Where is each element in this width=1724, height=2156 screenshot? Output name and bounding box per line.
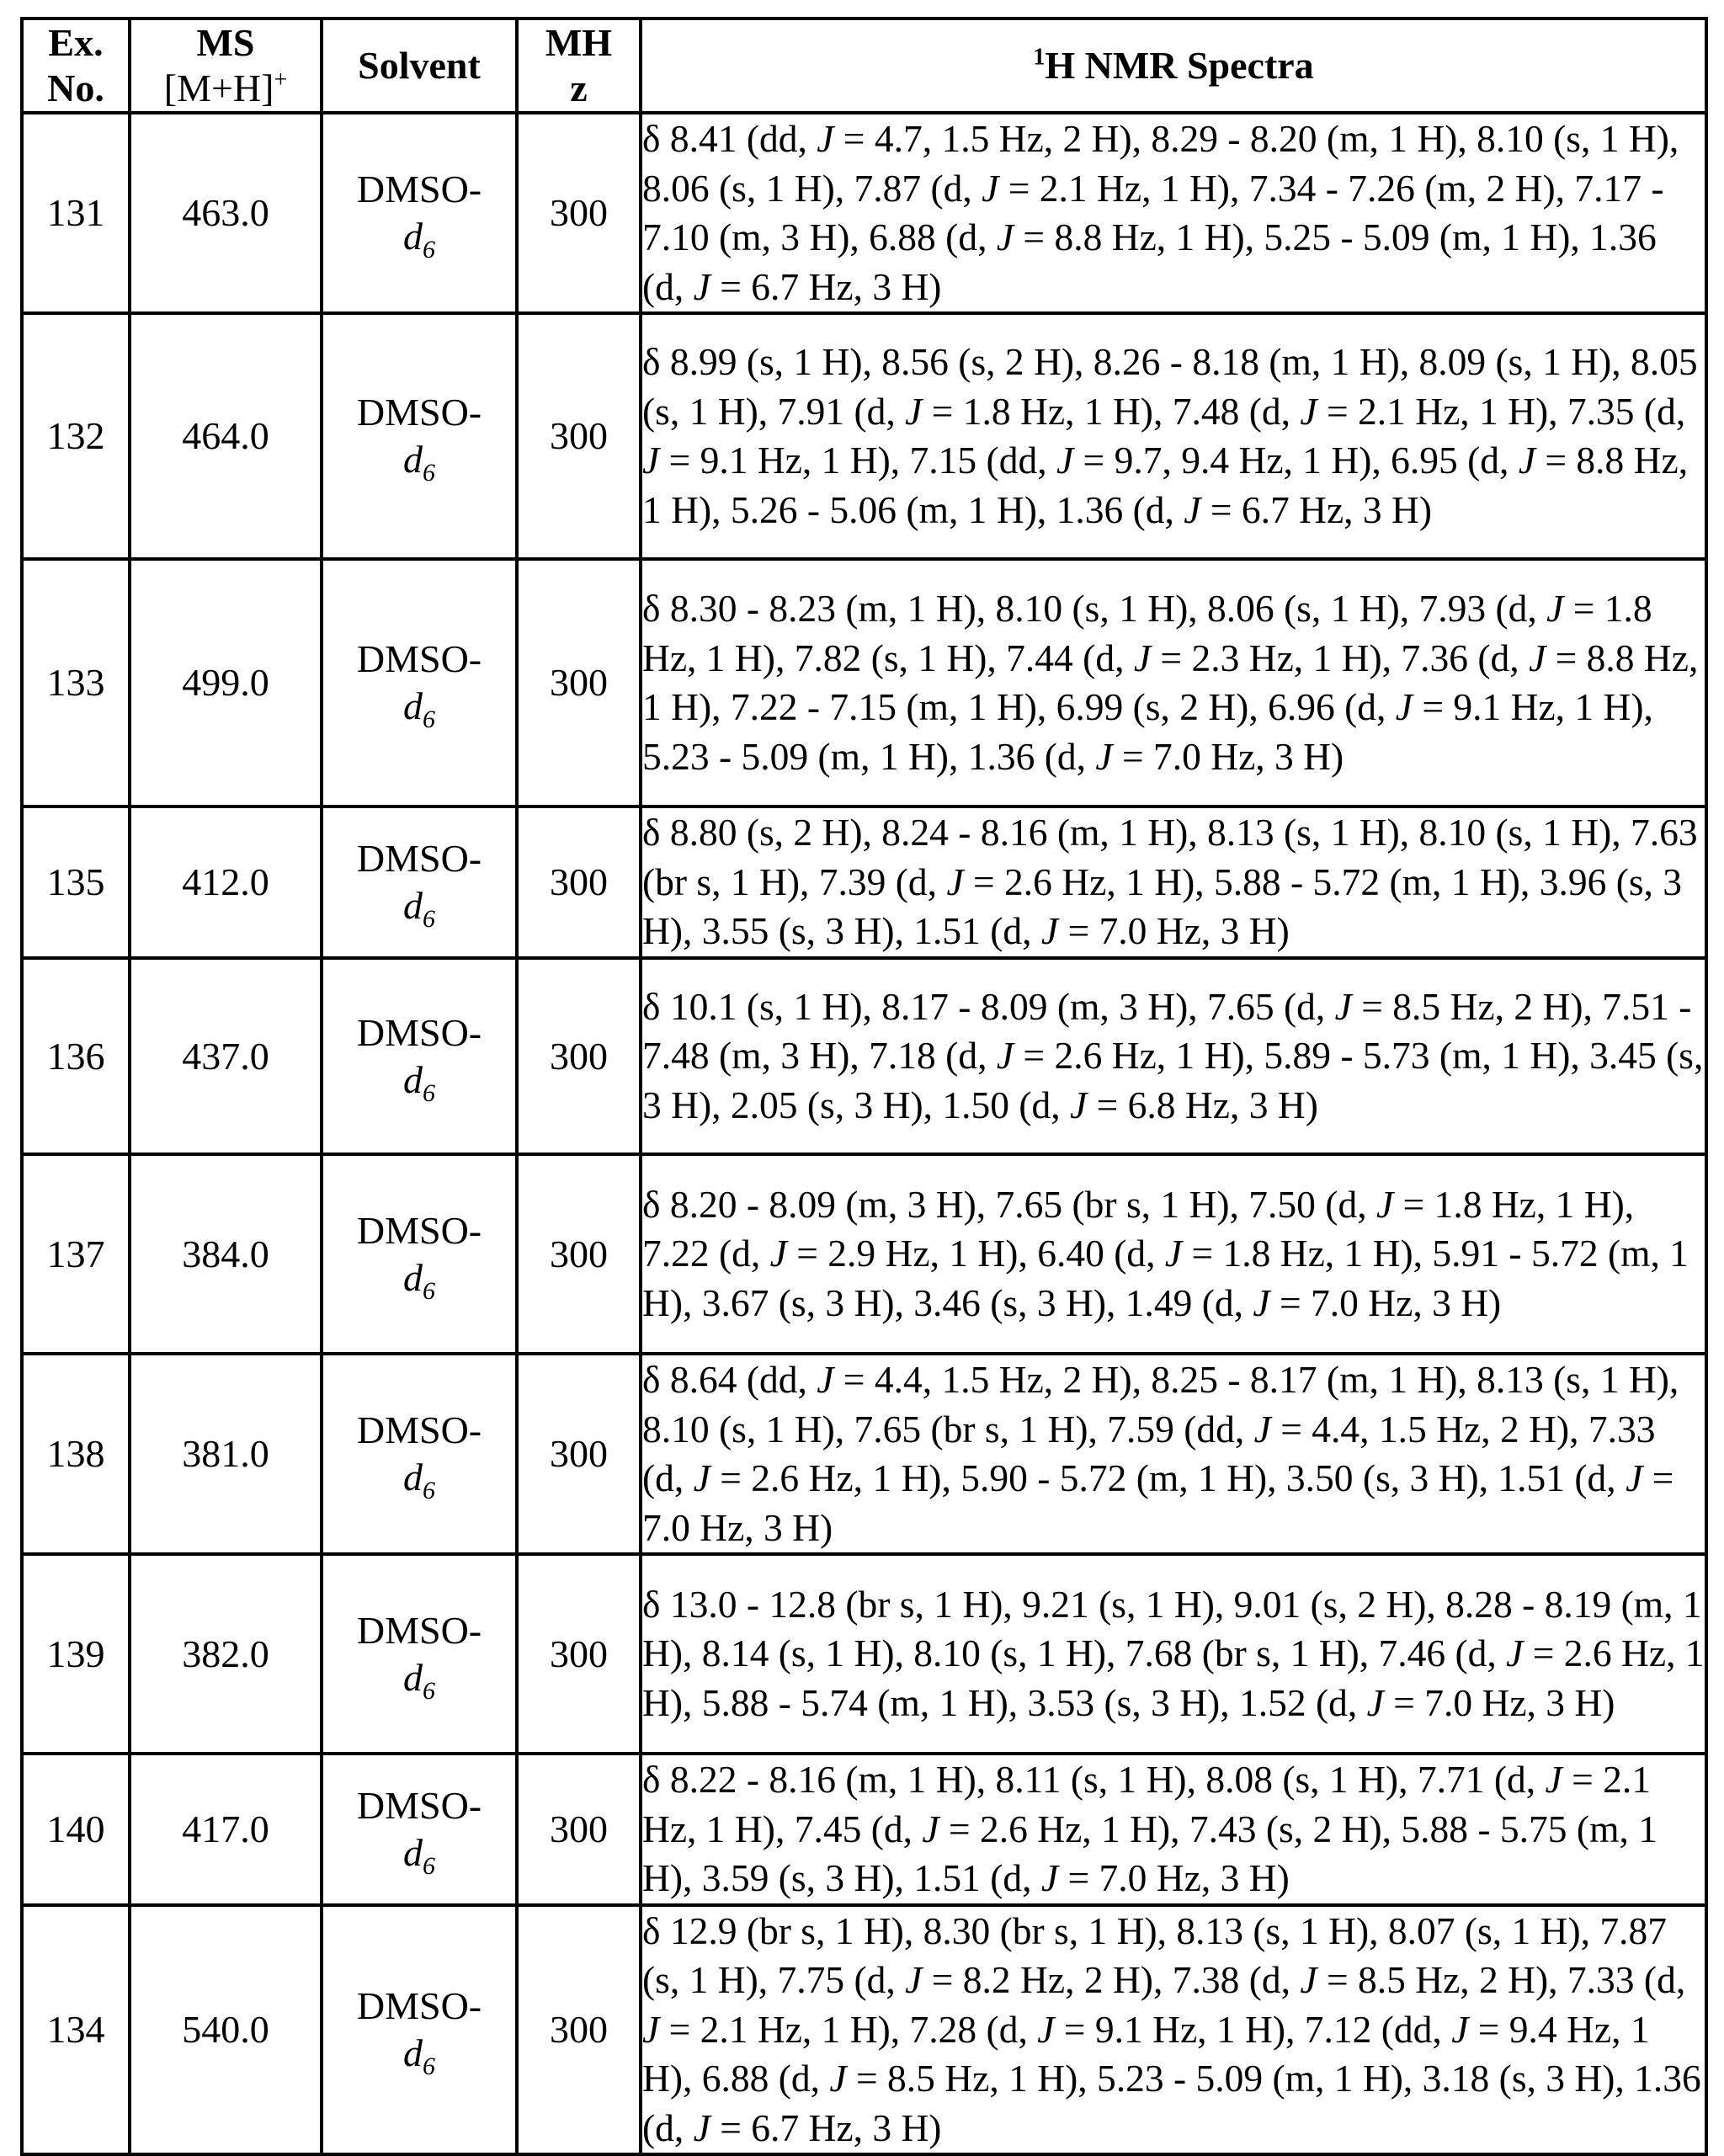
cell-mhz: 300 [517,958,641,1154]
cell-ms: 384.0 [130,1154,322,1354]
cell-ex-no: 134 [22,1905,130,2155]
header-ex-no-line1: Ex. [48,21,104,64]
cell-ms: 381.0 [130,1354,322,1554]
cell-ms: 412.0 [130,807,322,958]
cell-nmr-spectra: δ 8.22 - 8.16 (m, 1 H), 8.11 (s, 1 H), 8.08 (s, 1 H), 7.71 (d, J = 2.1 Hz, 1 H), 7.45 (d, J = 2.6 Hz, 1 H), 7.43 (s, 2 H), 5.88 - 5.75 (m, 1 H), 3.59 (s, 3 H), 1.51 (d, J = 7.0 Hz, 3 H) [641,1754,1706,1905]
cell-mhz: 300 [517,1905,641,2155]
cell-mhz: 300 [517,807,641,958]
table-row [22,958,1706,1154]
solvent-deuterated: $d_6$ [403,1255,435,1305]
cell-nmr-spectra: δ 8.30 - 8.23 (m, 1 H), 8.10 (s, 1 H), 8.06 (s, 1 H), 7.93 (d, J = 1.8 Hz, 1 H), 7.82 (s, 1 H), 7.44 (d, J = 2.3 Hz, 1 H), 7.36 (d, J = 8.8 Hz, 1 H), 7.22 - 7.15 (m, 1 H), 6.99 (s, 2 H), 6.96 (d, J = 9.1 Hz, 1 H), 5.23 - 5.09 (m, 1 H), 1.36 (d, J = 7.0 Hz, 3 H) [641,559,1706,807]
cell-ms: 464.0 [130,313,322,559]
cell-solvent [322,1754,517,1905]
cell-ex-no: 136 [22,958,130,1154]
solvent-deuterated: $d_6$ [403,1456,435,1505]
cell-solvent [322,1554,517,1754]
cell-ex-no: 139 [22,1554,130,1754]
solvent-deuterated: $d_6$ [403,438,435,487]
header-ms-line2: [M+H] [163,67,274,109]
table-row [22,1154,1706,1354]
cell-solvent [322,807,517,958]
header-nmr-label: H NMR Spectra [1045,44,1314,87]
cell-ex-no: 133 [22,559,130,807]
header-ex-no-line2: No. [47,67,104,109]
header-ms-line1: MS [196,21,255,64]
cell-mhz: 300 [517,559,641,807]
header-ms [130,19,322,113]
solvent-deuterated: $d_6$ [403,1655,435,1705]
solvent-deuterated: $d_6$ [403,1830,435,1880]
cell-ex-no: 135 [22,807,130,958]
cell-ms: 437.0 [130,958,322,1154]
header-row [22,19,1706,113]
cell-mhz: 300 [517,1154,641,1354]
solvent-name: DMSO- [356,1983,482,2027]
solvent-name: DMSO- [356,637,482,680]
cell-solvent [322,1905,517,2155]
solvent-deuterated: $d_6$ [403,2031,435,2080]
solvent-deuterated: $d_6$ [403,684,435,734]
cell-mhz: 300 [517,1754,641,1905]
solvent-deuterated: $d_6$ [403,215,435,264]
table-body [22,113,1706,2154]
cell-nmr-spectra: δ 12.9 (br s, 1 H), 8.30 (br s, 1 H), 8.13 (s, 1 H), 8.07 (s, 1 H), 7.87 (s, 1 H), 7.75 (d, J = 8.2 Hz, 2 H), 7.38 (d, J = 8.5 Hz, 2 H), 7.33 (d, J = 2.1 Hz, 1 H), 7.28 (d, J = 9.1 Hz, 1 H), 7.12 (dd, J = 9.4 Hz, 1 H), 6.88 (d, J = 8.5 Hz, 1 H), 5.23 - 5.09 (m, 1 H), 3.18 (s, 3 H), 1.36 (d, J = 6.7 Hz, 3 H) [641,1905,1706,2155]
cell-nmr-spectra: δ 8.80 (s, 2 H), 8.24 - 8.16 (m, 1 H), 8.13 (s, 1 H), 8.10 (s, 1 H), 7.63 (br s, 1 H), 7.39 (d, J = 2.6 Hz, 1 H), 5.88 - 5.72 (m, 1 H), 3.96 (s, 3 H), 3.55 (s, 3 H), 1.51 (d, J = 7.0 Hz, 3 H) [641,807,1706,958]
cell-solvent [322,1354,517,1554]
cell-ex-no: 140 [22,1754,130,1905]
solvent-name: DMSO- [356,1208,482,1252]
solvent-name: DMSO- [356,1783,482,1827]
table-row [22,113,1706,313]
cell-ms: 540.0 [130,1905,322,2155]
cell-ex-no: 138 [22,1354,130,1554]
solvent-name: DMSO- [356,1408,482,1451]
table-row [22,313,1706,559]
table-row [22,1354,1706,1554]
solvent-deuterated: $d_6$ [403,1057,435,1107]
cell-ex-no: 132 [22,313,130,559]
solvent-name: DMSO- [356,1608,482,1652]
cell-nmr-spectra: δ 8.99 (s, 1 H), 8.56 (s, 2 H), 8.26 - 8.18 (m, 1 H), 8.09 (s, 1 H), 8.05 (s, 1 H), 7.91 (d, J = 1.8 Hz, 1 H), 7.48 (d, J = 2.1 Hz, 1 H), 7.35 (d, J = 9.1 Hz, 1 H), 7.15 (dd, J = 9.7, 9.4 Hz, 1 H), 6.95 (d, J = 8.8 Hz, 1 H), 5.26 - 5.06 (m, 1 H), 1.36 (d, J = 6.7 Hz, 3 H) [641,313,1706,559]
cell-ex-no: 131 [22,113,130,313]
cell-solvent [322,559,517,807]
cell-solvent [322,1154,517,1354]
solvent-name: DMSO- [356,168,482,210]
cell-solvent [322,113,517,313]
solvent-name: DMSO- [356,837,482,880]
solvent-name: DMSO- [356,391,482,434]
table-row [22,559,1706,807]
cell-ms: 463.0 [130,113,322,313]
cell-ms: 499.0 [130,559,322,807]
solvent-name: DMSO- [356,1010,482,1054]
cell-ms: 382.0 [130,1554,322,1754]
cell-solvent [322,313,517,559]
cell-ex-no: 137 [22,1154,130,1354]
cell-nmr-spectra: δ 8.20 - 8.09 (m, 3 H), 7.65 (br s, 1 H), 7.50 (d, J = 1.8 Hz, 1 H), 7.22 (d, J = 2.9 Hz, 1 H), 6.40 (d, J = 1.8 Hz, 1 H), 5.91 - 5.72 (m, 1 H), 3.67 (s, 3 H), 3.46 (s, 3 H), 1.49 (d, J = 7.0 Hz, 3 H) [641,1154,1706,1354]
cell-mhz: 300 [517,1354,641,1554]
nmr-data-table [20,17,1708,2156]
table-row [22,1905,1706,2155]
cell-mhz: 300 [517,113,641,313]
table-row [22,1554,1706,1754]
solvent-deuterated: $d_6$ [403,884,435,934]
table-row [22,807,1706,958]
cell-mhz: 300 [517,1554,641,1754]
header-ms-sup: + [274,67,288,93]
header-mhz-line1: MH [545,21,613,64]
table-row [22,1754,1706,1905]
header-nmr-sup: 1 [1033,44,1046,71]
cell-solvent [322,958,517,1154]
header-nmr [641,19,1706,113]
header-mhz [517,19,641,113]
header-ex-no [22,19,130,113]
cell-nmr-spectra: δ 8.64 (dd, J = 4.4, 1.5 Hz, 2 H), 8.25 - 8.17 (m, 1 H), 8.13 (s, 1 H), 8.10 (s, 1 H), 7.65 (br s, 1 H), 7.59 (dd, J = 4.4, 1.5 Hz, 2 H), 7.33 (d, J = 2.6 Hz, 1 H), 5.90 - 5.72 (m, 1 H), 3.50 (s, 3 H), 1.51 (d, J = 7.0 Hz, 3 H) [641,1354,1706,1554]
header-solvent: Solvent [322,19,517,113]
cell-nmr-spectra: δ 13.0 - 12.8 (br s, 1 H), 9.21 (s, 1 H), 9.01 (s, 2 H), 8.28 - 8.19 (m, 1 H), 8.14 (s, 1 H), 8.10 (s, 1 H), 7.68 (br s, 1 H), 7.46 (d, J = 2.6 Hz, 1 H), 5.88 - 5.74 (m, 1 H), 3.53 (s, 3 H), 1.52 (d, J = 7.0 Hz, 3 H) [641,1554,1706,1754]
cell-mhz: 300 [517,313,641,559]
cell-ms: 417.0 [130,1754,322,1905]
cell-nmr-spectra: δ 8.41 (dd, J = 4.7, 1.5 Hz, 2 H), 8.29 - 8.20 (m, 1 H), 8.10 (s, 1 H), 8.06 (s, 1 H), 7.87 (d, J = 2.1 Hz, 1 H), 7.34 - 7.26 (m, 2 H), 7.17 - 7.10 (m, 3 H), 6.88 (d, J = 8.8 Hz, 1 H), 5.25 - 5.09 (m, 1 H), 1.36 (d, J = 6.7 Hz, 3 H) [641,113,1706,313]
header-mhz-line2: z [570,67,588,109]
cell-nmr-spectra: δ 10.1 (s, 1 H), 8.17 - 8.09 (m, 3 H), 7.65 (d, J = 8.5 Hz, 2 H), 7.51 - 7.48 (m, 3 H), 7.18 (d, J = 2.6 Hz, 1 H), 5.89 - 5.73 (m, 1 H), 3.45 (s, 3 H), 2.05 (s, 3 H), 1.50 (d, J = 6.8 Hz, 3 H) [641,958,1706,1154]
